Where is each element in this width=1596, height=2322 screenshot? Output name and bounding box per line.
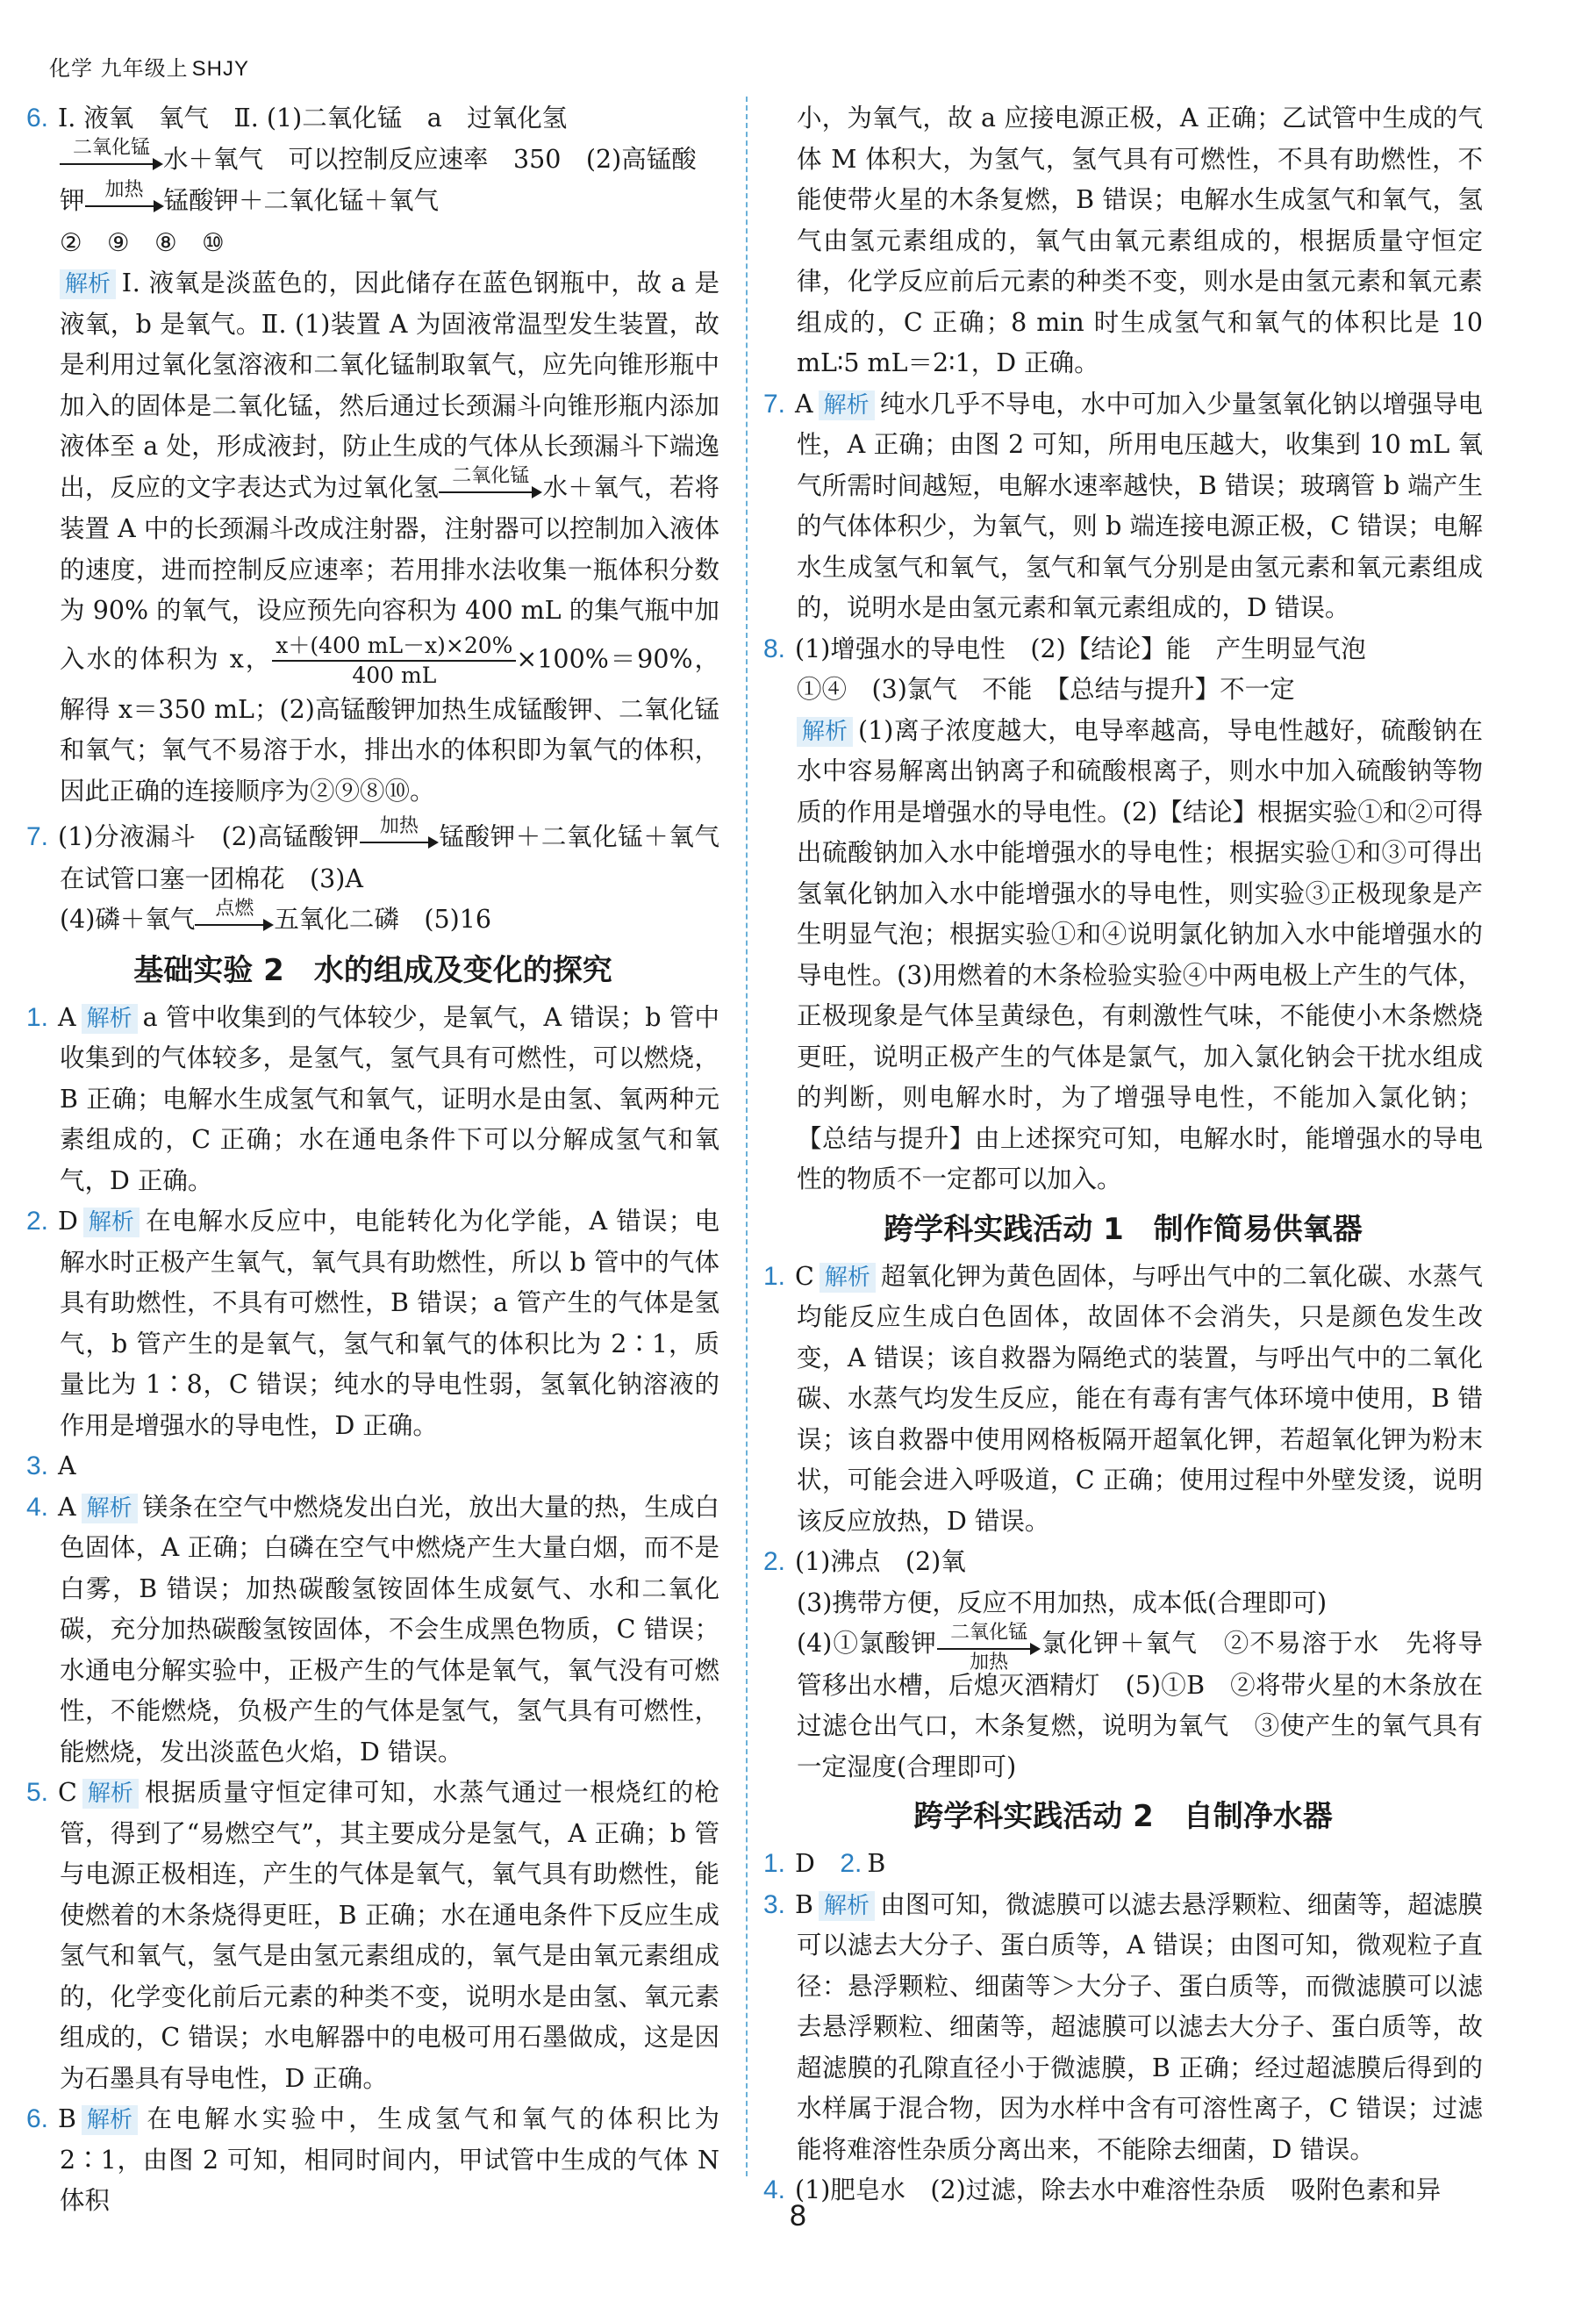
answer-line: 钾 加热 锰酸钾＋二氧化锰＋氧气	[26, 181, 719, 223]
answer-item: 4. A 解析 镁条在空气中燃烧发出白光，放出大量的热，生成白色固体，A 正确；白磷在空气中燃烧产生大量白烟，而不是白雾，B 错误；加热碳酸氢铵固体生成氨气、水和二氧化碳，充分加热碳酸氢铵固体，不会生成黑色物质，C 错误；水通电分解实验中，正极产生的气体是氧气，氧气没有可燃性，不能燃烧，负极产生的气体是氢气，氢气具有可燃性，能燃烧，发出淡蓝色火焰，D 错误。	[26, 1487, 719, 1774]
answer-item: 3. A	[26, 1446, 719, 1487]
question-number: 1.	[763, 1849, 786, 1878]
explanation-continued: 小，为氧气，故 a 应接电源正极，A 正确；乙试管中生成的气体 M 体积大，为氢气，氢气具有可燃性，不具有助燃性，不能使带火星的木条复燃，B 错误；电解水生成氢气和氧气，氢气由氢元素组成的，氧气由氧元素组成的，根据质量守恒定律，化学反应前后元素的种类不变，则水是由氢元素和氧元素组成的，C 正确；8 min 时生成氢气和氧气的体积比是 10 mL∶5 mL＝2∶1，D 正确。	[797, 104, 1483, 377]
analysis-tag: 解析	[819, 391, 875, 420]
question-number: 7.	[26, 822, 49, 851]
answer-item: 3. B 解析 由图可知，微滤膜可以滤去悬浮颗粒、细菌等，超滤膜可以滤去大分子、蛋白质等，A 错误；由图可知，微观粒子直径：悬浮颗粒、细菌等＞大分子、蛋白质等，而微滤膜可以滤去悬浮颗粒、细菌等，超滤膜可以滤去大分子、蛋白质等，故超滤膜的孔隙直径小于微滤膜，B 正确；经过超滤膜后得到的水样属于混合物，因为水样中含有可溶性离子，C 错误；过滤能将难溶性杂质分离出来，不能除去细菌，D 错误。	[763, 1885, 1483, 2171]
header-code: SHJY	[191, 57, 249, 81]
question-number: 3.	[763, 1889, 786, 1919]
section-title: 跨学科实践活动 2 自制净水器	[913, 1799, 1333, 1834]
reaction-arrow: 二氧化锰 加热	[937, 1625, 1041, 1666]
answer-line: (4)磷＋氧气 点燃 五氧化二磷 (5)16	[26, 899, 719, 942]
answer-line: (3)携带方便，反应不用加热，成本低(合理即可)	[797, 1587, 1328, 1617]
question-number: 4.	[26, 1492, 49, 1522]
header-subject: 化学 九年级上	[49, 56, 189, 81]
question-number: 1.	[26, 1002, 49, 1032]
answer-item: 1. C 解析 超氧化钾为黄色固体，与呼出气中的二氧化碳、水蒸气均能反应生成白色固体，故固体不会消失，只是颜色发生改变，A 错误；该自救器为隔绝式的装置，与呼出气中的二氧化碳、水蒸气均发生反应，能在有毒有害气体环境中使用，B 错误；该自救器中使用网格板隔开超氧化钾，若超氧化钾为粉末状，可能会进入呼吸道，C 正确；使用过程中外壁发烫，说明该反应放热，D 错误。	[763, 1257, 1483, 1543]
reaction-arrow: 点燃	[195, 901, 274, 942]
question-number: 1.	[763, 1261, 786, 1291]
reaction-arrow: 二氧化锰	[439, 469, 542, 509]
left-column	[26, 98, 745, 2222]
analysis-tag: 解析	[82, 1004, 138, 1034]
explanation: 解析 (1)离子浓度越大，电导率越高，导电性越好，硫酸钠在水中容易解离出钠离子和硫酸根离子，则水中加入硫酸钠等物质的作用是增强水的导电性。(2)【结论】根据实验①和②可得出硫酸钠加入水中能增强水的导电性；根据实验①和③可得出氢氧化钠加入水中能增强水的导电性，则实验③正极现象是产生明显气泡；根据实验①和④说明氯化钠加入水中能增强水的导电性。(3)用燃着的木条检验实验④中两电极上产生的气体，正极现象是气体呈黄绿色，有刺激性气味，不能使小木条燃烧更旺，说明正极产生的气体是氯气，加入氯化钠会干扰水组成的判断，则电解水时，为了增强导电性，不能加入氯化钠；【总结与提升】由上述探究可知，电解水时，能增强水的导电性的物质不一定都可以加入。	[797, 715, 1483, 1193]
question-number: 6.	[26, 2104, 49, 2133]
question-number: 2.	[840, 1849, 862, 1878]
question-number: 5.	[26, 1778, 49, 1807]
question-number: 2.	[26, 1207, 49, 1236]
reaction-arrow: 二氧化锰	[60, 140, 163, 181]
analysis-tag: 解析	[819, 1891, 875, 1921]
page-header	[49, 51, 249, 82]
section-title: 基础实验 2 水的组成及变化的探究	[133, 952, 612, 988]
answer-item: 6. B 解析 在电解水实验中，生成氢气和氧气的体积比为 2∶1，由图 2 可知，相同时间内，甲试管中生成的气体 N 体积	[26, 2099, 719, 2222]
answer-item: 1. A 解析 a 管中收集到的气体较少，是氧气，A 错误；b 管中收集到的气体较多，是氢气，氢气具有可燃性，可以燃烧，B 正确；电解水生成氢气和氧气，证明水是由氢、氧两种元素组成的，C 正确；水在通电条件下可以分解成氢气和氧气，D 正确。	[26, 998, 719, 1202]
answer-line: (4)①氯酸钾 二氧化锰 加热 氯化钾＋氧气 ②不易溶于水 先将导管移出水槽，后熄灭酒精灯 (5)①B ②将带火星的木条放在过滤仓出气口，木条复燃，说明为氧气 ③使产生的氧气具有一定湿度(合理即可)	[797, 1621, 1483, 1781]
column-divider	[746, 97, 748, 2176]
answer-item: 1. D 2. B	[763, 1844, 1483, 1885]
answer-item: 8. (1)增强水的导电性 (2)【结论】能 产生明显气泡	[763, 629, 1483, 670]
answer-item: 4. (1)肥皂水 (2)过滤，除去水中难溶性杂质 吸附色素和异	[763, 2170, 1483, 2211]
right-column	[763, 98, 1483, 2211]
answer-line: ①④ (3)氯气 不能 【总结与提升】不一定	[797, 675, 1295, 704]
analysis-tag: 解析	[797, 717, 853, 747]
analysis-tag: 解析	[82, 2105, 138, 2135]
answer-line: ② ⑨ ⑧ ⑩	[60, 227, 225, 257]
question-number: 3.	[26, 1451, 49, 1480]
answer-item: 7. (1)分液漏斗 (2)高锰酸钾 加热 锰酸钾＋二氧化锰＋氧气 在试管口塞一团棉花 (3)A	[26, 814, 745, 893]
question-number: 4.	[763, 2175, 786, 2204]
answer-item: 2. D 解析 在电解水反应中，电能转化为化学能，A 错误；电解水时正极产生氧气，氧气具有助燃性，所以 b 管中的气体具有助燃性，不具有可燃性，B 错误；a 管产生的气体是氢气，b 管产生的是氧气，氢气和氧气的体积比为 2∶1，质量比为 1∶8，C 错误；纯水的导电性弱，氢氧化钠溶液的作用是增强水的导电性，D 正确。	[26, 1201, 719, 1446]
question-number: 8.	[763, 634, 786, 663]
answer-item: 2. (1)沸点 (2)氧	[763, 1542, 1483, 1583]
explanation: 解析 Ⅰ. 液氧是淡蓝色的，因此储存在蓝色钢瓶中，故 a 是液氧，b 是氧气。Ⅱ. (1)装置 A 为固液常温型发生装置，故是利用过氧化氢溶液和二氧化锰制取氧气，应先向锥形瓶中加入的固体是二氧化锰，然后通过长颈漏斗向锥形瓶内添加液体至 a 处，形成液封，防止生成的气体从长颈漏斗下端逸出，反应的文字表达式为过氧化氢 二氧化锰 水＋氧气，若将装置 A 中的长颈漏斗改成注射器，注射器可以控制加入液体的速度，进而控制反应速率；若用排水法收集一瓶体积分数为 90% 的氧气，设应预先向容积为 400 mL 的集气瓶中加入水的体积为 x， $\frac{x+(400 mL-x)\times 20\%}{400 mL}$ ×100%＝90%，解得 x＝350 mL；(2)高锰酸钾加热生成锰酸钾、二氧化锰和氧气；氧气不易溶于水，排出水的体积即为氧气的体积，因此正确的连接顺序为②⑨⑧⑩。	[60, 269, 719, 806]
fraction: $\frac{x+(400 mL-x)\times 20\%}{400 mL}$	[272, 632, 516, 690]
page-number: 8	[790, 2199, 806, 2232]
question-number: 6.	[26, 104, 49, 133]
analysis-tag: 解析	[60, 269, 116, 299]
answer-item: 5. C 解析 根据质量守恒定律可知，水蒸气通过一根烧红的枪管，得到了“易燃空气”，其主要成分是氢气，A 正确；b 管与电源正极相连，产生的气体是氧气，氧气具有助燃性，能使燃着的木条烧得更旺，B 正确；水在通电条件下反应生成氢气和氧气，氢气是由氢元素组成的，氧气是由氧元素组成的，化学变化前后元素的种类不变，说明水是由氢、氧元素组成的，C 错误；水电解器中的电极可用石墨做成，这是因为石墨具有导电性，D 正确。	[26, 1773, 719, 2099]
analysis-tag: 解析	[82, 1779, 139, 1809]
reaction-arrow: 加热	[360, 819, 439, 859]
section-title: 跨学科实践活动 1 制作简易供氧器	[884, 1211, 1363, 1247]
analysis-tag: 解析	[83, 1208, 140, 1237]
question-number: 2.	[763, 1547, 786, 1576]
analysis-tag: 解析	[82, 1494, 138, 1523]
answer-line: 二氧化锰 水＋氧气 可以控制反应速率 350 (2)高锰酸	[26, 140, 719, 182]
reaction-arrow: 加热	[85, 183, 164, 223]
analysis-tag: 解析	[819, 1263, 876, 1293]
answer-item: 7. A 解析 纯水几乎不导电，水中可加入少量氢氧化钠以增强导电性，A 正确；由图 2 可知，所用电压越大，收集到 10 mL 氧气所需时间越短，电解水速率越快，B 错误；玻璃管 b 端产生的气体体积少，为氧气，则 b 端连接电源正极，C 错误；电解水生成氢气和氧气，氢气和氧气分别是由氢元素和氧元素组成的，说明水是由氢元素和氧元素组成的，D 错误。	[763, 384, 1483, 629]
answer-item: 6. Ⅰ. 液氧 氧气 Ⅱ. (1)二氧化锰 a 过氧化氢	[26, 98, 719, 140]
question-number: 7.	[763, 389, 786, 419]
